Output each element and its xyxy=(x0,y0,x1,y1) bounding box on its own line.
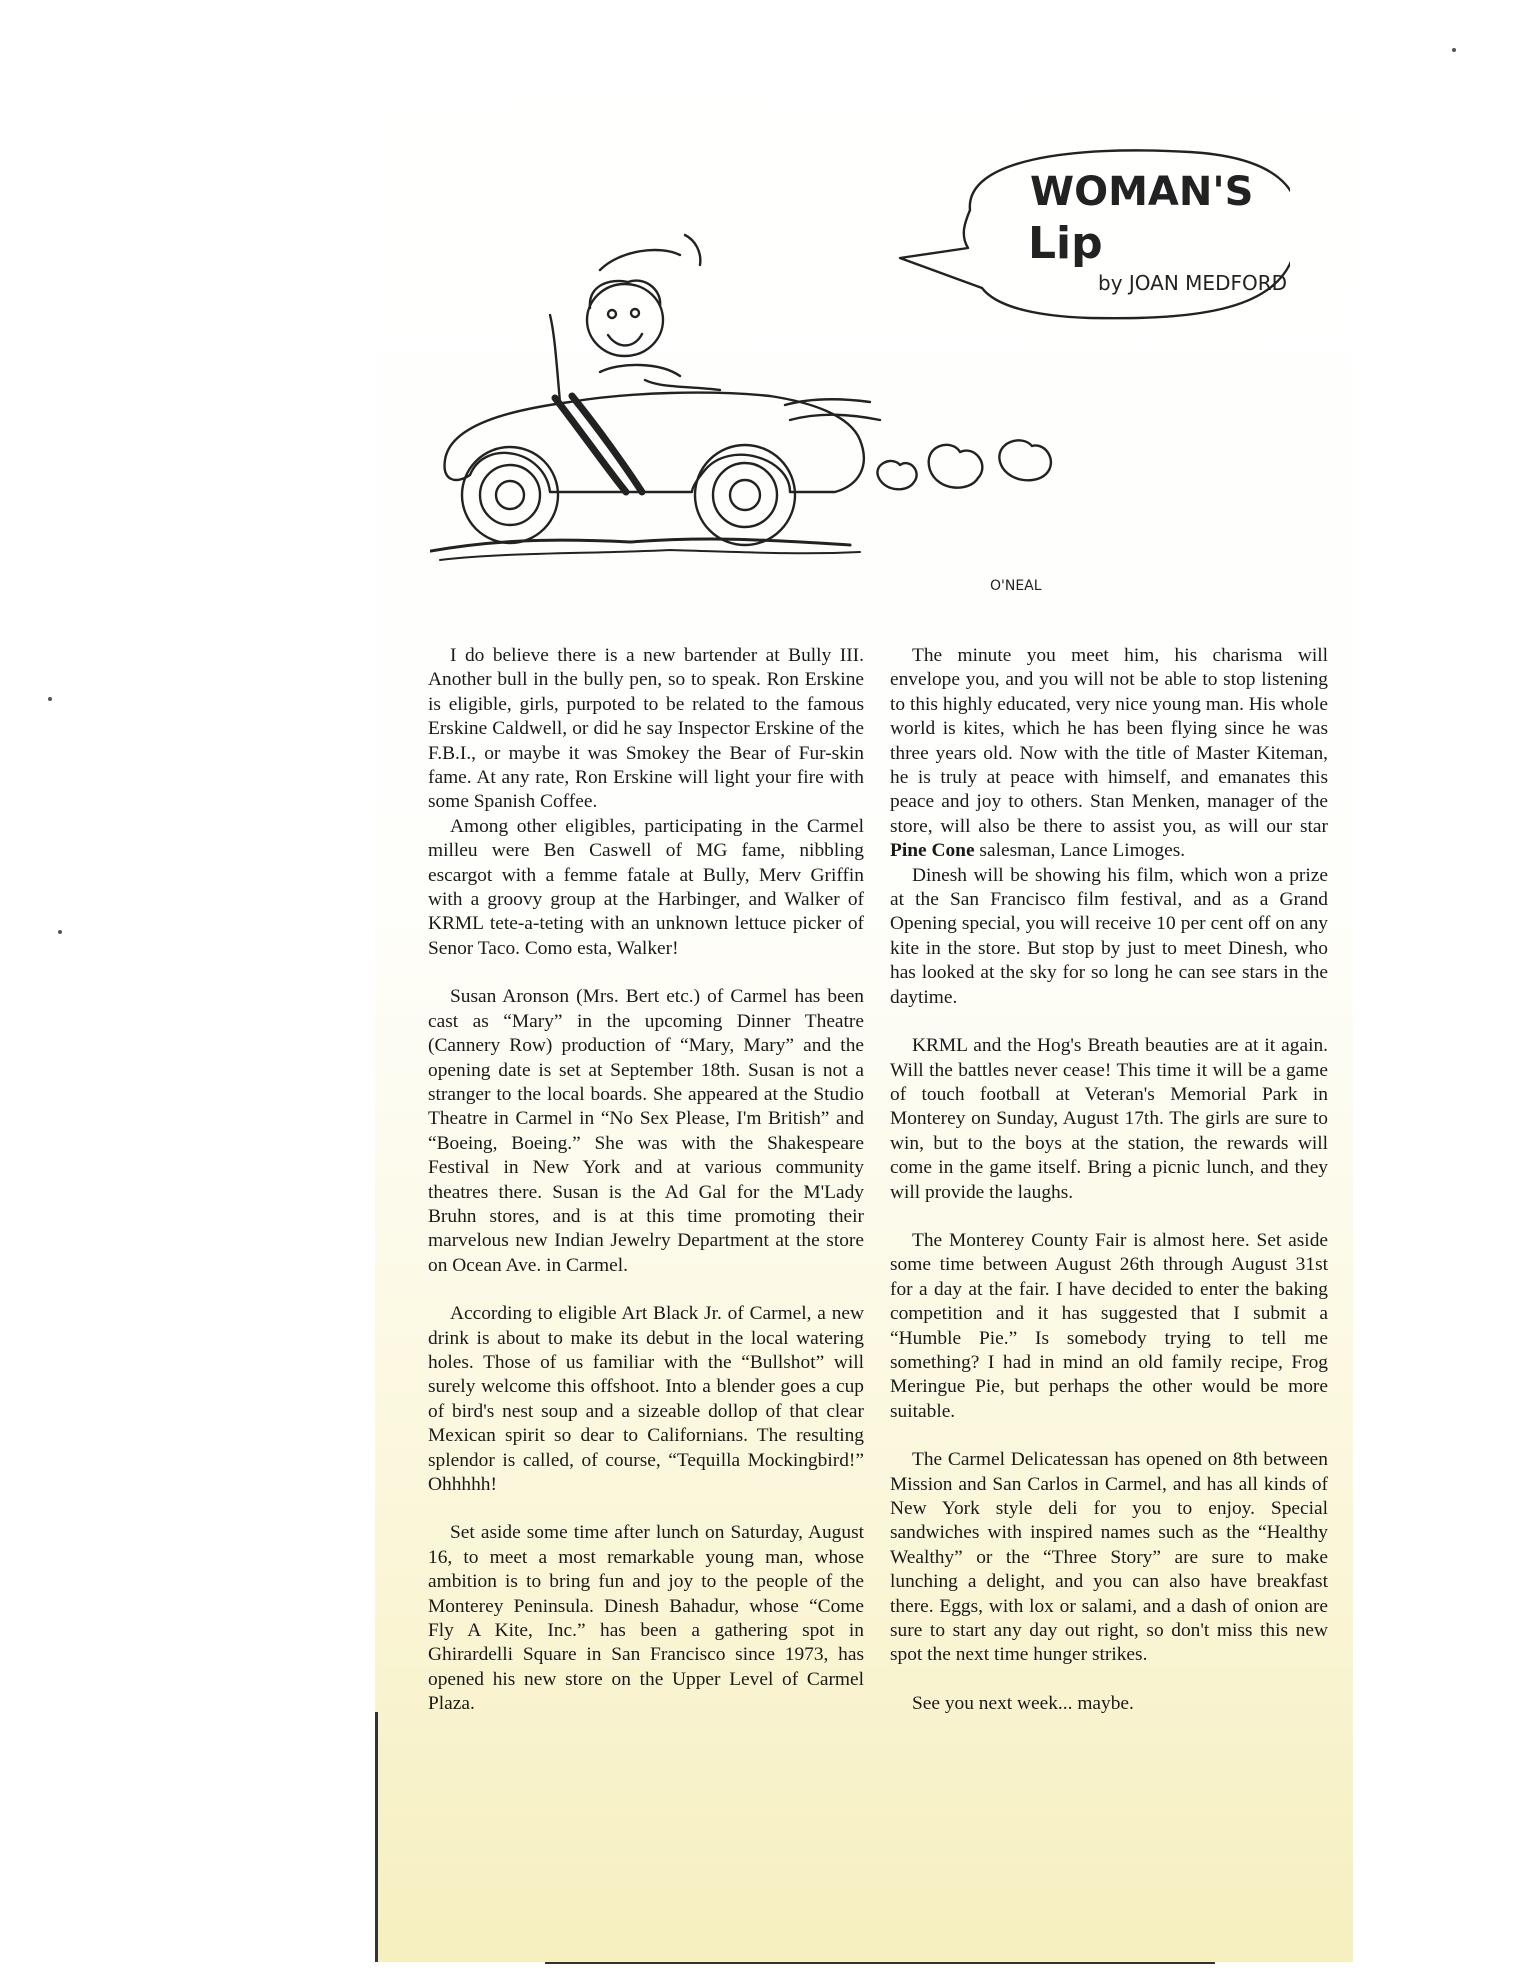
scan-speck xyxy=(1452,48,1456,52)
rear-wheel-icon xyxy=(695,445,795,545)
paragraph-film: Dinesh will be showing his film, which won a prize at the San Francisco film festival, and as a Grand Opening special, you will receive 10 per cent off on any kite in the store. But stop by just to meet Dinesh, who has looked at the sky for so long he can see stars in the daytime. xyxy=(890,864,1328,1008)
exhaust-puff-icon xyxy=(999,440,1051,480)
scan-speck xyxy=(48,697,52,701)
artist-signature: O'NEAL xyxy=(990,578,1042,594)
paragraph-county-fair: The Monterey County Fair is almost here. Set aside some time between August 26th through August 31st for a day at the fair. I have decided to enter the baking competition and it has suggested that I submit a “Humble Pie.” Is somebody trying to tell me something? I had in mind an old family recipe, Frog Meringue Pie, but perhaps the other would be more suitable. xyxy=(890,1229,1328,1422)
bottom-rule xyxy=(545,1962,1215,1964)
left-margin-bar xyxy=(375,1712,378,1962)
exhaust-puff-icon xyxy=(877,461,916,489)
byline: by JOAN MEDFORD xyxy=(1098,271,1288,295)
pine-cone-name: Pine Cone xyxy=(890,840,975,862)
paragraph-touch-football: KRML and the Hog's Breath beauties are at it again. Will the battles never cease! This time it will be a game of touch football at Veteran's Memorial Park in Monterey on Sunday, August 17th. The girls are sure to win, but to the boys at the station, the rewards will come in the game itself. Bring a picnic lunch, and they will provide the laughs. xyxy=(890,1035,1328,1203)
paragraph-charisma xyxy=(890,644,1328,864)
column-title-line2: Lip xyxy=(1028,218,1103,269)
scan-speck xyxy=(58,930,62,934)
car-body xyxy=(445,393,864,492)
exhaust-puff-icon xyxy=(929,445,983,488)
charisma-text: The minute you meet him, his charisma will envelope you, and you will not be able to stop listening to this highly educated, very nice young man. His whole world is kites, which he has been flying since he was three years old. Now with the title of Master Kiteman, he is truly at peace with himself, and emanates this peace and joy to others. Stan Menken, manager of the store, will also be there to assist you, as will our star xyxy=(890,645,1328,837)
article-right-column xyxy=(890,644,1328,1716)
front-wheel-icon xyxy=(462,447,558,543)
column-title-line1: WOMAN'S xyxy=(1030,169,1254,215)
sign-off: See you next week... maybe. xyxy=(912,1692,1134,1714)
article-left-column xyxy=(428,644,864,1717)
cartoon-illustration xyxy=(430,140,1290,600)
paragraph-bartender: I do believe there is a new bartender at Bully III. Another bull in the bully pen, so to speak. Ron Erskine is eligible, girls, purpoted to be related to the famous Erskine Caldwell, or did he say Inspector Erskine of the F.B.I., or maybe it was Smokey the Bear of Fur-skin fame. At any rate, Ron Erskine will light your fire with some Spanish Coffee. xyxy=(428,645,864,813)
paragraph-delicatessan: The Carmel Delicatessan has opened on 8th between Mission and San Carlos in Carmel, and has all kinds of New York style deli for you to enjoy. Special sandwiches with inspired names such as the “Healthy Wealthy” or the “Three Story” are sure to make lunching a delight, and you can also have breakfast there. Eggs, with lox or salami, and a dash of onion are sure to start any day out right, so don't miss this new spot the next time hunger strikes. xyxy=(890,1449,1328,1666)
paragraph-susan-aronson: Susan Aronson (Mrs. Bert etc.) of Carmel has been cast as “Mary” in the upcoming Dinner Theatre (Cannery Row) production of “Mary, Mary” and the opening date is set at September 18th. Susan is not a stranger to the local boards. She appeared at the Studio Theatre in Carmel in “No Sex Please, I'm British” and “Boeing, Boeing.” She was with the Shakespeare Festival in New York and at various community theatres there. Susan is the Ad Gal for the M'Lady Bruhn stores, and is at this time promoting their marvelous new Indian Jewelry Department at the store on Ocean Ave. in Carmel. xyxy=(428,986,864,1276)
paragraph-eligibles: Among other eligibles, participating in the Carmel milleu were Ben Caswell of MG fame, nibbling escargot with a femme fatale at Bully, Merv Griffin with a groovy group at the Harbinger, and Walker of KRML tete-a-teting with an unknown lettuce picker of Senor Taco. Como esta, Walker! xyxy=(428,815,864,959)
paragraph-new-drink: According to eligible Art Black Jr. of Carmel, a new drink is about to make its debut in the local watering holes. Those of us familiar with the “Bullshot” will surely welcome this offshoot. Into a blender goes a cup of bird's nest soup and a sizeable dollop of that clear Mexican spirit so dear to Californians. The resulting splendor is called, of course, “Tequilla Mockingbird!” Ohhhhh! xyxy=(428,1303,864,1495)
paragraph-kite-store: Set aside some time after lunch on Saturday, August 16, to meet a most remarkable young man, whose ambition is to bring fun and joy to the people of the Monterey Peninsula. Dinesh Bahadur, whose “Come Fly A Kite, Inc.” has been a gathering spot in Ghirardelli Square in San Francisco since 1973, has opened his new store on the Upper Level of Carmel Plaza. xyxy=(428,1522,864,1715)
charisma-text-end: salesman, Lance Limoges. xyxy=(979,840,1186,862)
